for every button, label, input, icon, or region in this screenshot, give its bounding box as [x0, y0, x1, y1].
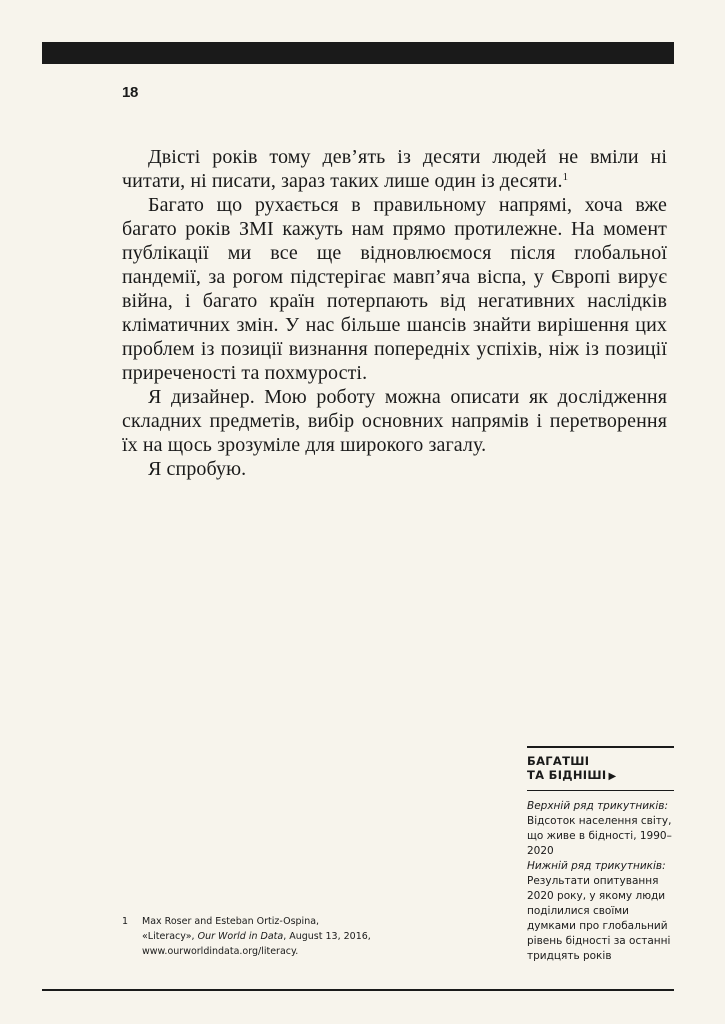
footnote-date: , August 13, 2016,	[283, 931, 371, 942]
paragraph-1-text: Двісті років тому дев’ять із десяти людей не вміли ні читати, ні писати, зараз таких лише один із десяти.	[122, 146, 667, 192]
footnote-title: «Literacy»,	[142, 931, 195, 942]
footer-rule	[42, 989, 674, 991]
paragraph-4: Я спробую.	[148, 458, 247, 480]
footnote-number: 1	[122, 916, 129, 927]
top-row-text: Відсоток населення світу, що живе в бідності, 1990–2020	[527, 815, 672, 857]
sidebar-top-rule	[527, 746, 674, 748]
figure-caption-sidebar	[527, 746, 674, 964]
footnote	[122, 914, 382, 959]
footnote-citation	[142, 929, 382, 944]
page-number: 18	[122, 84, 139, 101]
sidebar-title-line-2-text: ТА БІДНІШІ	[527, 768, 607, 782]
bottom-row-label: Нижній ряд трикутників:	[527, 860, 666, 872]
paragraph-3: Я дизайнер. Мою роботу можна описати як дослідження складних предметів, вибір основних напрямів і перетворення їх на щось зрозуміле для широкого загалу.	[122, 386, 667, 456]
sidebar-title	[527, 754, 674, 784]
footnote-source: Our World in Data	[197, 931, 284, 942]
footnote-authors: Max Roser and Esteban Ortiz-Ospina,	[142, 916, 320, 927]
sidebar-title-line-2	[527, 768, 674, 784]
footnote-body	[142, 914, 382, 959]
sidebar-body	[527, 799, 672, 964]
sidebar-title-line-1: БАГАТШІ	[527, 754, 590, 768]
footnote-reference[interactable]: 1	[562, 171, 569, 183]
header-bar	[42, 42, 674, 64]
footnote-url[interactable]: www.ourworldindata.org/literacy.	[142, 946, 299, 957]
paragraph-2: Багато що рухається в правильному напрямі, хоча вже багато років ЗМІ кажуть нам прямо протилежне. На момент публікації ми все ще відновлюємося після глобальної пандемії, за рогом підстерігає мавп’яча віспа, у Європі вирує війна, і багато країн потерпають від негативних наслідків кліматичних змін. У нас більше шансів знайти вирішення цих проблем із позиції визнання попередніх успіхів, ніж із позиції приреченості та похмурості.	[122, 194, 667, 384]
triangle-right-icon: ▶	[608, 771, 617, 782]
bottom-row-text: Результати опитування 2020 року, у якому люди поділилися своїми думками про глобальний рівень бідності за останні тридцять років	[527, 875, 671, 962]
sidebar-divider	[527, 790, 674, 791]
top-row-label: Верхній ряд трикутників:	[527, 800, 669, 812]
paragraph-1	[122, 145, 667, 193]
main-text	[122, 145, 667, 481]
